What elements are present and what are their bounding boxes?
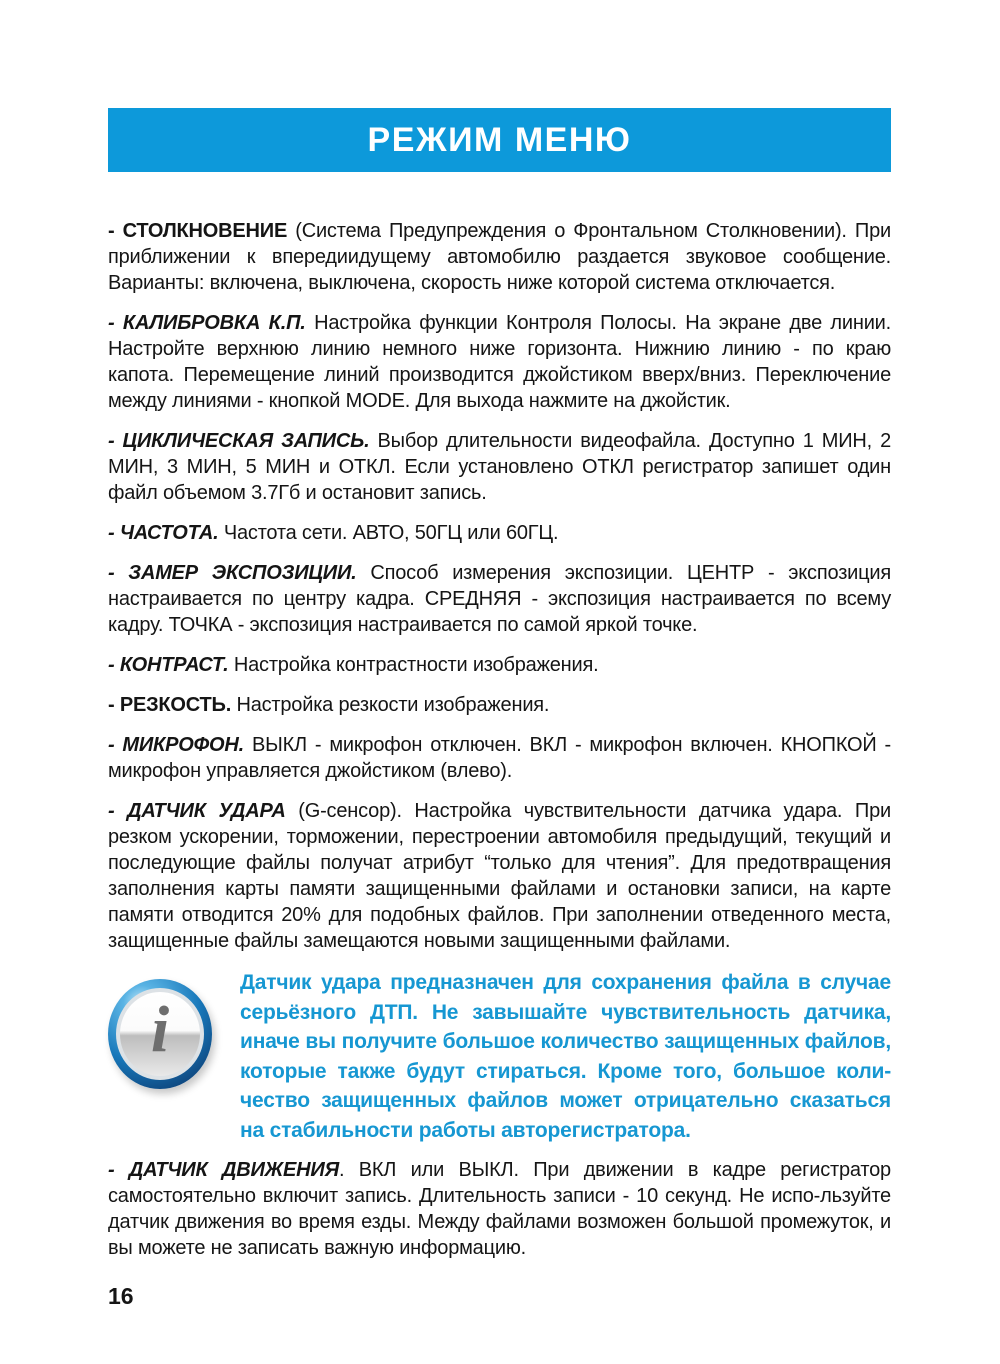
menu-entry-term: - КОНТРАСТ.: [108, 654, 229, 676]
menu-entry-sharpness: [108, 692, 891, 718]
menu-entry-motion-detection: [108, 1157, 891, 1261]
menu-entry-term: - ЦИКЛИЧЕСКАЯ ЗАПИСЬ.: [108, 430, 370, 452]
menu-entry-contrast: [108, 652, 891, 678]
menu-entry-term: - МИКРОФОН.: [108, 734, 245, 756]
menu-entry-term: - РЕЗКОСТЬ.: [108, 694, 232, 716]
menu-entry-body: Настройка функции Контроля Полосы. На экране две линии. Настройте верхнюю линию немного ниже горизонта. Нижнию линию - по краю капота. Перемещение линий производится джойстиком вверх/вниз. Переключение между линиями - кнопкой MODE. Для выхода нажмите на джойстик.: [108, 312, 892, 412]
menu-entry-body: Частота сети. АВТО, 50ГЦ или 60ГЦ.: [218, 522, 559, 544]
menu-entry-term: - ДАТЧИК ДВИЖЕНИЯ: [108, 1159, 339, 1181]
menu-entry-body: Выбор длительности видеофайла. Доступно 1 МИН, 2 МИН, 3 МИН, 5 МИН и ОТКЛ. Если установлено ОТКЛ регистратор запишет один файл объемом 3.7Гб и остановит запись.: [108, 430, 891, 504]
info-icon: [108, 976, 220, 1092]
menu-entry-body: Настройка контрастности изображения.: [228, 654, 599, 676]
menu-entry-term: - КАЛИБРОВКА К.П.: [108, 312, 306, 334]
page-title-banner: [108, 108, 891, 172]
menu-entry-body: (Система Предупреждения о Фронтальном Столкновении). При приближении к впередиидущему автомобилю раздается звуковое сообщение. Варианты: включена, выключена, скорость ниже которой система отключается.: [108, 220, 891, 294]
menu-entry-body: . ВКЛ или ВЫКЛ. При движении в кадре регистратор самостоятельно включит запись. Длительность записи - 10 секунд. Не испо-льзуйте датчик движения во время езды. Между файлами возможен большой промежуток, и вы можете не записать важную информацию.: [108, 1159, 891, 1259]
menu-entry-g-sensor: [108, 798, 891, 954]
menu-entry-loop-recording: [108, 428, 891, 506]
info-note: [108, 968, 891, 1145]
menu-entry-body: Способ измерения экспозиции. ЦЕНТР - экспозиция настраивается по центру кадра. СРЕДНЯЯ - экспозиция настраивается по всему кадру. ТОЧКА - экспозиция настраивается по самой яркой точке.: [108, 562, 891, 636]
menu-entry-term: - СТОЛКНОВЕНИЕ: [108, 220, 288, 242]
info-icon-glyph: i: [150, 993, 170, 1066]
menu-entry-term: - ЧАСТОТА.: [108, 522, 219, 544]
menu-entry-collision: [108, 218, 891, 296]
menu-entry-frequency: [108, 520, 891, 546]
menu-entry-body: Настройка резкости изображения.: [231, 694, 550, 716]
menu-entry-body: (G-сенсор). Настройка чувствительности датчика удара. При резком ускорении, торможении, перестроении автомобиля предыдущий, текущий и последующие файлы получат атрибут “только для чтения”. Для предотвращения заполнения карты памяти защищенными файлами и остановки записи, на карте памяти отводится 20% для подобных файлов. При заполнении отведенного места, защищенные файлы замещаются новыми защищенными файлами.: [108, 800, 891, 952]
menu-entry-exposure-metering: [108, 560, 891, 638]
page-number: 16: [108, 1283, 134, 1309]
menu-entry-lane-calibration: [108, 310, 891, 414]
menu-entry-term: - ЗАМЕР ЭКСПОЗИЦИИ.: [108, 562, 357, 584]
info-note-text: Датчик удара предназначен для сохранения файла в случае серьёзного ДТП. Не завышайте чувствительность датчика, иначе вы получите большое количество защищенных файлов, которые также будут стираться. Кроме того, большое коли-чество защищенных файлов может отрицательно сказаться на стабильности работы авторегистратора.: [240, 971, 891, 1142]
info-icon-ring: [108, 979, 212, 1089]
menu-entry-term: - ДАТЧИК УДАРА: [108, 800, 286, 822]
page-title: РЕЖИМ МЕНЮ: [367, 120, 632, 159]
info-icon-face: [116, 988, 204, 1080]
menu-entry-microphone: [108, 732, 891, 784]
menu-entry-body: ВЫКЛ - микрофон отключен. ВКЛ - микрофон включен. КНОПКОЙ - микрофон управляется джойстиком (влево).: [108, 734, 891, 782]
